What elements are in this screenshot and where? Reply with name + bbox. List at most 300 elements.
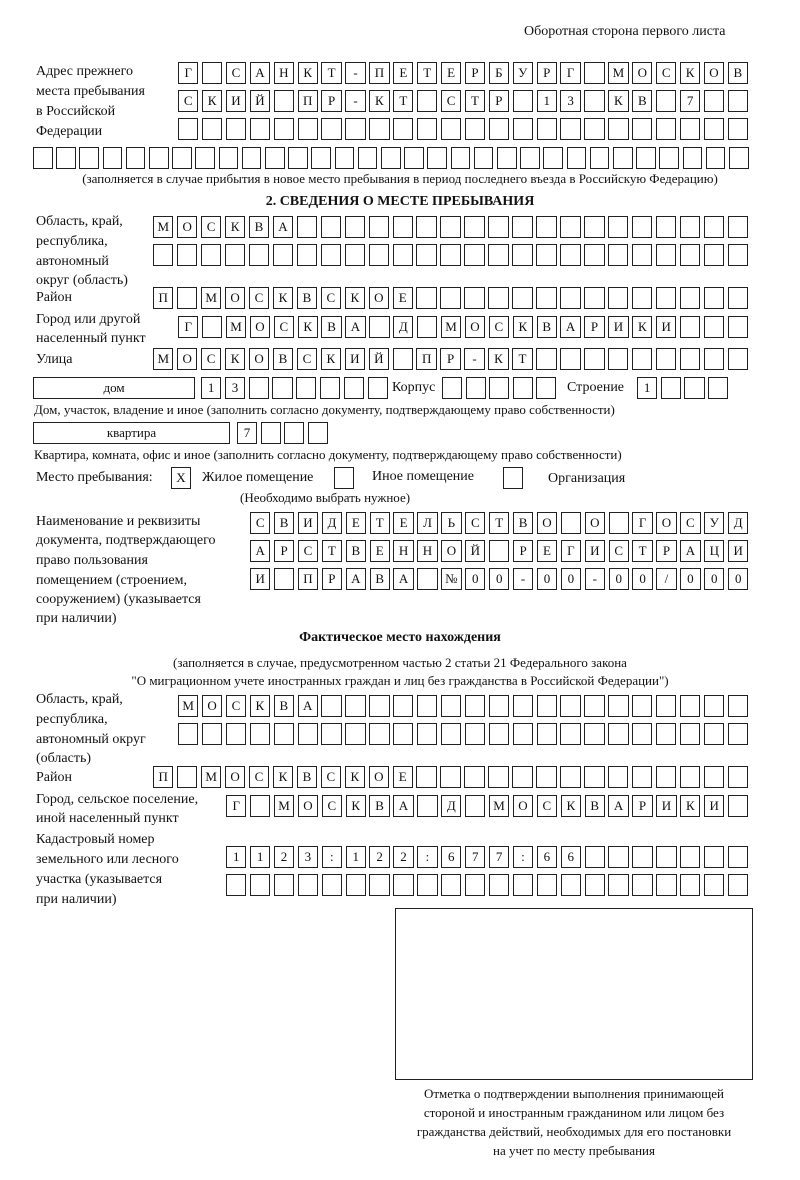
char-cell[interactable] (632, 723, 652, 745)
char-cell[interactable] (708, 377, 728, 399)
char-cell[interactable]: - (345, 62, 365, 84)
char-cell[interactable] (560, 723, 580, 745)
char-cell[interactable]: 0 (704, 568, 724, 590)
char-cell[interactable] (297, 244, 317, 266)
char-cell[interactable]: П (153, 766, 173, 788)
char-cell[interactable] (680, 118, 700, 140)
actual-region-row-1[interactable] (178, 695, 752, 717)
char-cell[interactable] (537, 874, 557, 896)
char-cell[interactable] (560, 766, 580, 788)
char-cell[interactable] (427, 147, 447, 169)
char-cell[interactable] (489, 377, 509, 399)
char-cell[interactable] (728, 723, 748, 745)
char-cell[interactable] (441, 695, 461, 717)
char-cell[interactable] (417, 316, 437, 338)
char-cell[interactable]: М (201, 287, 221, 309)
char-cell[interactable] (296, 377, 316, 399)
char-cell[interactable] (656, 287, 676, 309)
char-cell[interactable] (543, 147, 563, 169)
char-cell[interactable]: Б (489, 62, 509, 84)
char-cell[interactable] (536, 348, 556, 370)
char-cell[interactable]: Р (656, 540, 676, 562)
char-cell[interactable] (261, 422, 281, 444)
char-cell[interactable] (201, 244, 221, 266)
char-cell[interactable] (704, 118, 724, 140)
char-cell[interactable]: 0 (465, 568, 485, 590)
char-cell[interactable]: 0 (632, 568, 652, 590)
char-cell[interactable]: В (274, 695, 294, 717)
char-cell[interactable] (680, 766, 700, 788)
char-cell[interactable] (656, 348, 676, 370)
char-cell[interactable] (560, 348, 580, 370)
char-cell[interactable]: М (489, 795, 509, 817)
char-cell[interactable] (153, 244, 173, 266)
char-cell[interactable]: В (632, 90, 652, 112)
char-cell[interactable] (274, 568, 294, 590)
house-type-field[interactable]: дом (33, 377, 195, 399)
char-cell[interactable] (585, 846, 605, 868)
char-cell[interactable] (284, 422, 304, 444)
char-cell[interactable] (442, 377, 462, 399)
char-cell[interactable]: Д (322, 512, 342, 534)
char-cell[interactable]: С (609, 540, 629, 562)
char-cell[interactable] (250, 874, 270, 896)
char-cell[interactable] (202, 723, 222, 745)
char-cell[interactable] (632, 874, 652, 896)
char-cell[interactable] (242, 147, 262, 169)
char-cell[interactable]: В (321, 316, 341, 338)
char-cell[interactable] (680, 287, 700, 309)
char-cell[interactable] (512, 766, 532, 788)
char-cell[interactable]: В (274, 512, 294, 534)
house-number-row[interactable] (201, 377, 391, 399)
char-cell[interactable]: С (297, 348, 317, 370)
char-cell[interactable]: И (728, 540, 748, 562)
char-cell[interactable]: А (393, 795, 413, 817)
char-cell[interactable]: О (249, 348, 269, 370)
char-cell[interactable]: О (632, 62, 652, 84)
char-cell[interactable] (659, 147, 679, 169)
char-cell[interactable]: С (249, 766, 269, 788)
char-cell[interactable] (441, 118, 461, 140)
char-cell[interactable] (464, 216, 484, 238)
char-cell[interactable] (632, 766, 652, 788)
char-cell[interactable]: : (322, 846, 342, 868)
char-cell[interactable]: 2 (393, 846, 413, 868)
char-cell[interactable]: Т (417, 62, 437, 84)
char-cell[interactable] (298, 118, 318, 140)
char-cell[interactable]: Р (465, 62, 485, 84)
char-cell[interactable]: С (201, 348, 221, 370)
char-cell[interactable] (249, 244, 269, 266)
char-cell[interactable]: С (680, 512, 700, 534)
char-cell[interactable]: С (298, 540, 318, 562)
char-cell[interactable]: Г (178, 316, 198, 338)
char-cell[interactable] (321, 118, 341, 140)
char-cell[interactable]: 0 (728, 568, 748, 590)
char-cell[interactable] (537, 118, 557, 140)
char-cell[interactable]: Т (512, 348, 532, 370)
char-cell[interactable]: М (153, 348, 173, 370)
char-cell[interactable] (680, 316, 700, 338)
char-cell[interactable] (680, 846, 700, 868)
char-cell[interactable] (704, 90, 724, 112)
char-cell[interactable]: С (201, 216, 221, 238)
char-cell[interactable]: Р (321, 90, 341, 112)
char-cell[interactable] (489, 874, 509, 896)
char-cell[interactable] (368, 377, 388, 399)
char-cell[interactable] (273, 244, 293, 266)
char-cell[interactable]: 6 (561, 846, 581, 868)
char-cell[interactable] (489, 118, 509, 140)
char-cell[interactable]: 7 (237, 422, 257, 444)
char-cell[interactable]: О (177, 348, 197, 370)
char-cell[interactable] (345, 695, 365, 717)
char-cell[interactable] (250, 118, 270, 140)
char-cell[interactable]: 2 (369, 846, 389, 868)
char-cell[interactable]: Р (584, 316, 604, 338)
char-cell[interactable] (728, 695, 748, 717)
region-row-2[interactable] (153, 244, 752, 266)
char-cell[interactable] (272, 377, 292, 399)
char-cell[interactable]: М (178, 695, 198, 717)
korpus-row[interactable] (442, 377, 560, 399)
char-cell[interactable] (613, 147, 633, 169)
char-cell[interactable] (728, 348, 748, 370)
char-cell[interactable] (608, 216, 628, 238)
char-cell[interactable]: К (369, 90, 389, 112)
char-cell[interactable] (219, 147, 239, 169)
prev-address-row-4[interactable] (33, 147, 752, 169)
char-cell[interactable] (344, 377, 364, 399)
char-cell[interactable] (704, 723, 724, 745)
char-cell[interactable]: 1 (537, 90, 557, 112)
char-cell[interactable] (536, 244, 556, 266)
char-cell[interactable] (706, 147, 726, 169)
char-cell[interactable] (584, 90, 604, 112)
char-cell[interactable]: Д (441, 795, 461, 817)
char-cell[interactable] (561, 512, 581, 534)
char-cell[interactable] (393, 723, 413, 745)
char-cell[interactable] (345, 244, 365, 266)
char-cell[interactable] (513, 90, 533, 112)
cadastre-row-2[interactable] (226, 874, 752, 896)
char-cell[interactable]: И (608, 316, 628, 338)
char-cell[interactable]: Е (393, 512, 413, 534)
char-cell[interactable] (225, 244, 245, 266)
char-cell[interactable]: К (513, 316, 533, 338)
char-cell[interactable]: П (298, 90, 318, 112)
char-cell[interactable] (632, 216, 652, 238)
char-cell[interactable] (608, 766, 628, 788)
char-cell[interactable] (512, 287, 532, 309)
char-cell[interactable]: Й (369, 348, 389, 370)
char-cell[interactable]: И (250, 568, 270, 590)
doc-row-1[interactable] (250, 512, 752, 534)
char-cell[interactable]: - (513, 568, 533, 590)
char-cell[interactable]: А (393, 568, 413, 590)
char-cell[interactable] (656, 216, 676, 238)
char-cell[interactable] (393, 244, 413, 266)
char-cell[interactable]: Р (513, 540, 533, 562)
char-cell[interactable] (369, 695, 389, 717)
char-cell[interactable]: О (537, 512, 557, 534)
char-cell[interactable]: П (298, 568, 318, 590)
char-cell[interactable] (608, 348, 628, 370)
organization-checkbox[interactable] (503, 467, 523, 489)
char-cell[interactable] (369, 316, 389, 338)
char-cell[interactable] (728, 244, 748, 266)
char-cell[interactable] (561, 874, 581, 896)
char-cell[interactable] (195, 147, 215, 169)
char-cell[interactable]: 0 (609, 568, 629, 590)
char-cell[interactable] (297, 216, 317, 238)
char-cell[interactable]: О (177, 216, 197, 238)
char-cell[interactable] (512, 216, 532, 238)
char-cell[interactable] (513, 377, 533, 399)
char-cell[interactable] (416, 766, 436, 788)
char-cell[interactable]: А (298, 695, 318, 717)
char-cell[interactable] (202, 316, 222, 338)
other-premises-checkbox[interactable] (334, 467, 354, 489)
char-cell[interactable] (680, 216, 700, 238)
char-cell[interactable] (513, 874, 533, 896)
char-cell[interactable]: А (680, 540, 700, 562)
char-cell[interactable]: / (656, 568, 676, 590)
char-cell[interactable]: К (488, 348, 508, 370)
char-cell[interactable] (680, 244, 700, 266)
char-cell[interactable] (656, 723, 676, 745)
char-cell[interactable]: И (226, 90, 246, 112)
char-cell[interactable] (488, 216, 508, 238)
char-cell[interactable] (465, 118, 485, 140)
char-cell[interactable]: В (585, 795, 605, 817)
char-cell[interactable] (250, 795, 270, 817)
char-cell[interactable] (680, 723, 700, 745)
char-cell[interactable]: О (585, 512, 605, 534)
char-cell[interactable]: И (298, 512, 318, 534)
char-cell[interactable]: В (370, 568, 390, 590)
char-cell[interactable] (560, 244, 580, 266)
char-cell[interactable] (704, 766, 724, 788)
flat-type-field[interactable]: квартира (33, 422, 230, 444)
doc-row-2[interactable] (250, 540, 752, 562)
char-cell[interactable] (728, 846, 748, 868)
char-cell[interactable]: С (441, 90, 461, 112)
char-cell[interactable] (322, 874, 342, 896)
char-cell[interactable] (274, 118, 294, 140)
char-cell[interactable]: Е (370, 540, 390, 562)
char-cell[interactable] (440, 287, 460, 309)
char-cell[interactable]: Ь (441, 512, 461, 534)
char-cell[interactable]: Т (489, 512, 509, 534)
char-cell[interactable]: К (345, 766, 365, 788)
char-cell[interactable] (683, 147, 703, 169)
char-cell[interactable]: А (273, 216, 293, 238)
char-cell[interactable] (513, 118, 533, 140)
char-cell[interactable] (680, 874, 700, 896)
char-cell[interactable]: Е (346, 512, 366, 534)
char-cell[interactable]: О (369, 766, 389, 788)
char-cell[interactable] (704, 846, 724, 868)
char-cell[interactable] (520, 147, 540, 169)
char-cell[interactable] (513, 723, 533, 745)
char-cell[interactable]: Р (274, 540, 294, 562)
char-cell[interactable] (536, 287, 556, 309)
char-cell[interactable] (416, 216, 436, 238)
char-cell[interactable]: Е (393, 62, 413, 84)
char-cell[interactable] (590, 147, 610, 169)
char-cell[interactable] (537, 695, 557, 717)
char-cell[interactable]: М (608, 62, 628, 84)
flat-number-row[interactable] (237, 422, 331, 444)
char-cell[interactable] (680, 695, 700, 717)
char-cell[interactable]: У (704, 512, 724, 534)
char-cell[interactable]: С (226, 695, 246, 717)
char-cell[interactable]: С (465, 512, 485, 534)
char-cell[interactable]: 7 (489, 846, 509, 868)
char-cell[interactable]: А (608, 795, 628, 817)
char-cell[interactable] (226, 874, 246, 896)
char-cell[interactable] (226, 118, 246, 140)
char-cell[interactable] (320, 377, 340, 399)
char-cell[interactable] (728, 766, 748, 788)
char-cell[interactable]: В (297, 287, 317, 309)
char-cell[interactable] (126, 147, 146, 169)
char-cell[interactable] (172, 147, 192, 169)
char-cell[interactable]: П (369, 62, 389, 84)
char-cell[interactable] (465, 874, 485, 896)
char-cell[interactable]: С (274, 316, 294, 338)
char-cell[interactable]: Й (250, 90, 270, 112)
char-cell[interactable] (728, 287, 748, 309)
char-cell[interactable] (656, 874, 676, 896)
char-cell[interactable] (704, 216, 724, 238)
char-cell[interactable]: К (321, 348, 341, 370)
char-cell[interactable] (321, 216, 341, 238)
char-cell[interactable]: В (346, 540, 366, 562)
char-cell[interactable]: А (250, 540, 270, 562)
char-cell[interactable]: О (465, 316, 485, 338)
char-cell[interactable] (265, 147, 285, 169)
char-cell[interactable]: Т (393, 90, 413, 112)
char-cell[interactable]: 0 (561, 568, 581, 590)
char-cell[interactable]: В (273, 348, 293, 370)
char-cell[interactable] (321, 723, 341, 745)
char-cell[interactable] (369, 723, 389, 745)
char-cell[interactable] (728, 874, 748, 896)
char-cell[interactable] (321, 244, 341, 266)
char-cell[interactable] (656, 244, 676, 266)
char-cell[interactable]: К (298, 62, 318, 84)
char-cell[interactable]: А (346, 568, 366, 590)
char-cell[interactable]: О (250, 316, 270, 338)
char-cell[interactable] (393, 695, 413, 717)
char-cell[interactable]: Е (441, 62, 461, 84)
char-cell[interactable]: М (201, 766, 221, 788)
prev-address-row-2[interactable] (178, 90, 752, 112)
char-cell[interactable] (513, 695, 533, 717)
char-cell[interactable] (451, 147, 471, 169)
char-cell[interactable] (632, 348, 652, 370)
char-cell[interactable] (464, 766, 484, 788)
actual-city-row[interactable] (226, 795, 752, 817)
cadastre-row-1[interactable] (226, 846, 752, 868)
char-cell[interactable] (416, 244, 436, 266)
char-cell[interactable] (393, 874, 413, 896)
char-cell[interactable] (684, 377, 704, 399)
char-cell[interactable] (704, 348, 724, 370)
char-cell[interactable]: 2 (274, 846, 294, 868)
char-cell[interactable]: Н (417, 540, 437, 562)
char-cell[interactable] (728, 216, 748, 238)
char-cell[interactable] (488, 766, 508, 788)
char-cell[interactable] (440, 216, 460, 238)
char-cell[interactable] (608, 287, 628, 309)
char-cell[interactable] (656, 846, 676, 868)
char-cell[interactable] (584, 348, 604, 370)
char-cell[interactable]: С (322, 795, 342, 817)
actual-region-row-2[interactable] (178, 723, 752, 745)
prev-address-row-1[interactable] (178, 62, 752, 84)
char-cell[interactable]: Р (322, 568, 342, 590)
char-cell[interactable]: И (704, 795, 724, 817)
char-cell[interactable] (704, 287, 724, 309)
char-cell[interactable] (404, 147, 424, 169)
char-cell[interactable] (728, 90, 748, 112)
char-cell[interactable]: 3 (225, 377, 245, 399)
char-cell[interactable] (636, 147, 656, 169)
char-cell[interactable] (202, 62, 222, 84)
char-cell[interactable] (608, 695, 628, 717)
char-cell[interactable]: Н (393, 540, 413, 562)
char-cell[interactable]: С (537, 795, 557, 817)
char-cell[interactable]: В (369, 795, 389, 817)
char-cell[interactable] (584, 287, 604, 309)
char-cell[interactable] (249, 377, 269, 399)
char-cell[interactable] (497, 147, 517, 169)
char-cell[interactable]: К (345, 287, 365, 309)
char-cell[interactable]: Н (274, 62, 294, 84)
char-cell[interactable]: О (704, 62, 724, 84)
char-cell[interactable] (584, 723, 604, 745)
char-cell[interactable]: К (202, 90, 222, 112)
char-cell[interactable] (728, 118, 748, 140)
char-cell[interactable]: К (608, 90, 628, 112)
char-cell[interactable] (311, 147, 331, 169)
char-cell[interactable]: А (560, 316, 580, 338)
char-cell[interactable] (346, 874, 366, 896)
char-cell[interactable]: С (226, 62, 246, 84)
char-cell[interactable] (656, 118, 676, 140)
char-cell[interactable]: 1 (201, 377, 221, 399)
char-cell[interactable] (609, 512, 629, 534)
char-cell[interactable] (489, 695, 509, 717)
char-cell[interactable]: Т (465, 90, 485, 112)
char-cell[interactable]: К (298, 316, 318, 338)
char-cell[interactable] (298, 723, 318, 745)
char-cell[interactable]: С (178, 90, 198, 112)
char-cell[interactable]: М (441, 316, 461, 338)
char-cell[interactable]: К (632, 316, 652, 338)
char-cell[interactable] (393, 348, 413, 370)
char-cell[interactable] (584, 766, 604, 788)
char-cell[interactable] (79, 147, 99, 169)
char-cell[interactable]: И (585, 540, 605, 562)
char-cell[interactable]: Р (632, 795, 652, 817)
char-cell[interactable] (381, 147, 401, 169)
char-cell[interactable] (537, 723, 557, 745)
